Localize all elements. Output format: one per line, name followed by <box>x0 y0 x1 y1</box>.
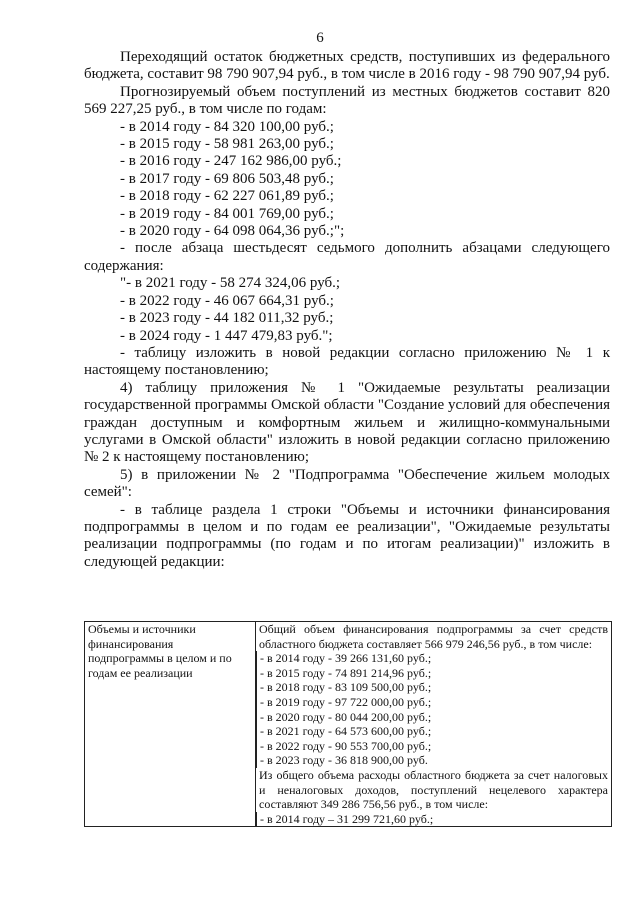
year-line: - в 2018 году - 83 109 500,00 руб.; <box>256 680 608 695</box>
paragraph: 4) таблицу приложения № 1 "Ожидаемые результаты реализации государственной программы Омской области "Создание условий для обеспечения граждан доступным и комфортным жильем и жилищно-коммунальными услугами в Омской области" изложить в новой редакции согласно приложению № 2 к настоящему постановлению; <box>84 379 610 466</box>
year-line: - в 2015 году - 74 891 214,96 руб.; <box>256 666 608 681</box>
year-line: - в 2014 году - 39 266 131,60 руб.; <box>256 651 608 666</box>
financing-table <box>84 621 612 827</box>
list-item: - в 2016 году - 247 162 986,00 руб.; <box>120 153 342 170</box>
list-item: - в 2017 году - 69 806 503,48 руб.; <box>120 170 334 187</box>
paragraph: Переходящий остаток бюджетных средств, поступивших из федерального бюджета, составит 98 790 907,94 руб., в том числе в 2016 году - 98 790 907,94 руб. <box>84 49 610 83</box>
page-number: 6 <box>316 30 324 46</box>
list-item: - в 2023 году - 44 182 011,32 руб.; <box>120 310 334 327</box>
table-cell-label: Объемы и источники финансирования подпрограммы в целом и по годам ее реализации <box>85 622 256 827</box>
year-line: - в 2023 году - 36 818 900,00 руб. <box>256 753 608 768</box>
list-item: - в 2019 году - 84 001 769,00 руб.; <box>120 205 334 222</box>
table-row <box>85 622 612 827</box>
list-item: - в 2018 году - 62 227 061,89 руб.; <box>120 188 334 205</box>
paragraph: - после абзаца шестьдесят седьмого дополнить абзацами следующего содержания: <box>84 240 610 274</box>
paragraph: - таблицу изложить в новой редакции согласно приложению № 1 к настоящему постановлению; <box>84 344 610 379</box>
year-line: - в 2020 году - 80 044 200,00 руб.; <box>256 710 608 725</box>
list-item: - в 2024 году - 1 447 479,83 руб."; <box>120 327 333 344</box>
table-outro: Из общего объема расходы областного бюджета за счет налоговых и неналоговых доходов, поступлений нецелевого характера составляют 349 286 756,56 руб., в том числе: <box>259 767 608 812</box>
table-cell-content <box>256 622 612 827</box>
year-line: - в 2019 году - 97 722 000,00 руб.; <box>256 695 608 710</box>
list-item: - в 2015 году - 58 981 263,00 руб.; <box>120 136 334 153</box>
table-intro: Общий объем финансирования подпрограммы за счет средств областного бюджета составляет 566 979 246,56 руб., в том числе: <box>259 622 608 651</box>
list-item: "- в 2021 году - 58 274 324,06 руб.; <box>120 275 341 292</box>
paragraph: Прогнозируемый объем поступлений из местных бюджетов составит 820 569 227,25 руб., в том числе по годам: <box>84 83 610 118</box>
paragraph: - в таблице раздела 1 строки "Объемы и источники финансирования подпрограммы в целом и по годам ее реализации", "Ожидаемые результаты реализации подпрограммы (по годам и по итогам реализации)" изложить в следующей редакции: <box>84 501 610 570</box>
year-line: - в 2022 году - 90 553 700,00 руб.; <box>256 739 608 754</box>
list-item: - в 2014 году - 84 320 100,00 руб.; <box>120 118 334 135</box>
list-item: - в 2022 году - 46 067 664,31 руб.; <box>120 292 334 309</box>
document-body <box>84 49 610 571</box>
year-line: - в 2021 году - 64 573 600,00 руб.; <box>256 724 608 739</box>
year-line: - в 2014 году – 31 299 721,60 руб.; <box>256 812 608 827</box>
list-item: - в 2020 году - 64 098 064,36 руб.;"; <box>120 223 345 240</box>
paragraph: 5) в приложении № 2 "Подпрограмма "Обеспечение жильем молодых семей": <box>84 466 610 501</box>
